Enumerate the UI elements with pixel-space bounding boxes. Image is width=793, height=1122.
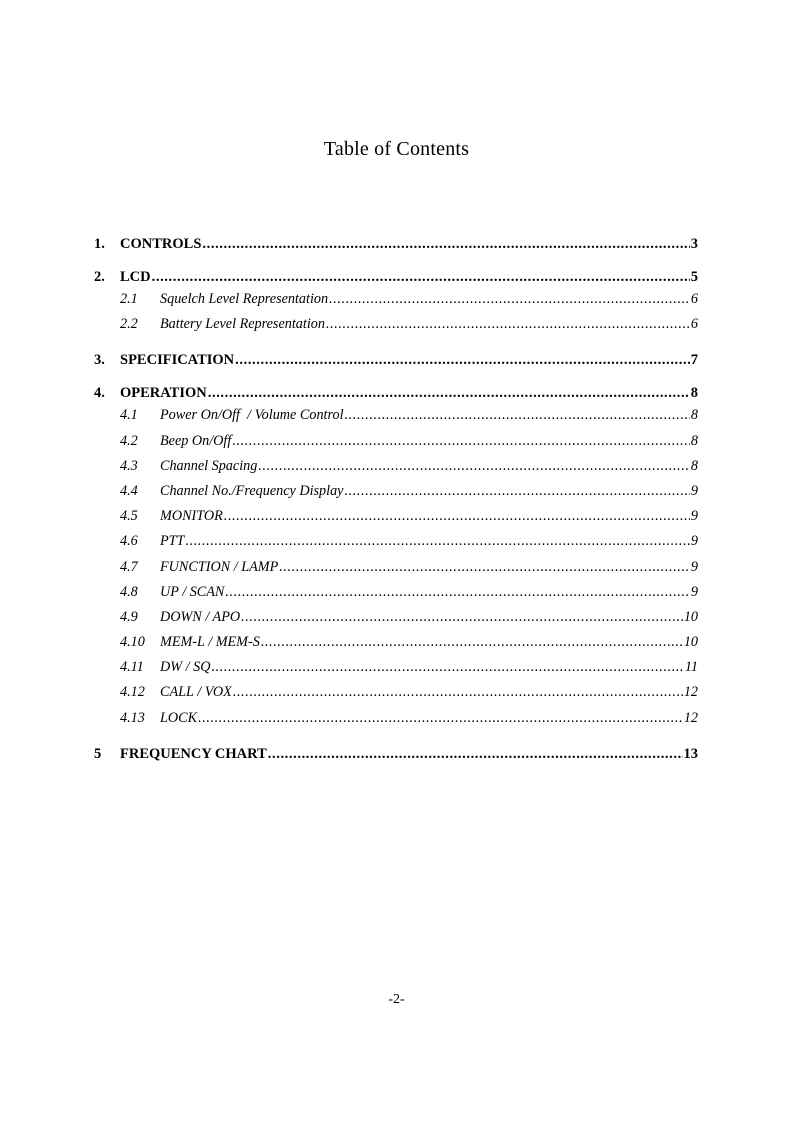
- toc-entry-number: 4.10: [120, 634, 145, 651]
- toc-entry-page: 9: [690, 558, 698, 575]
- toc-entry-frequency-chart[interactable]: [94, 746, 698, 768]
- toc-entry-label: SPECIFICATION: [120, 352, 235, 369]
- toc-entry-label: Channel Spacing: [160, 457, 258, 474]
- dot-leader: [241, 609, 683, 626]
- toc-entry-number: 4.2: [120, 432, 138, 449]
- table-of-contents: [94, 236, 698, 768]
- toc-entry-specification[interactable]: [94, 352, 698, 374]
- toc-entry-number: 4.12: [120, 684, 145, 701]
- toc-entry-label: UP / SCAN: [160, 583, 225, 600]
- toc-entry-channel-display[interactable]: [94, 483, 698, 508]
- toc-entry-label: MEM-L / MEM-S: [160, 634, 260, 651]
- toc-entry-page: 10: [683, 608, 698, 625]
- toc-entry-lock[interactable]: [94, 710, 698, 735]
- dot-leader: [326, 316, 690, 333]
- toc-entry-beep[interactable]: [94, 433, 698, 458]
- toc-entry-number: 4.4: [120, 482, 138, 499]
- dot-leader: [329, 291, 690, 308]
- toc-entry-number: 2.1: [120, 291, 138, 307]
- toc-entry-number: 4.3: [120, 457, 138, 474]
- toc-entry-power-volume[interactable]: [94, 407, 698, 432]
- toc-entry-number: 2.: [94, 269, 105, 285]
- toc-entry-page: 12: [683, 684, 698, 701]
- toc-entry-label: Beep On/Off: [160, 432, 232, 449]
- dot-leader: [152, 269, 690, 286]
- toc-entry-label: OPERATION: [120, 385, 207, 402]
- toc-entry-function-lamp[interactable]: [94, 559, 698, 584]
- toc-entry-call-vox[interactable]: [94, 684, 698, 709]
- toc-entry-controls[interactable]: [94, 236, 698, 258]
- toc-entry-up-scan[interactable]: [94, 584, 698, 609]
- toc-entry-number: 5: [94, 745, 102, 762]
- toc-entry-down-apo[interactable]: [94, 609, 698, 634]
- toc-entry-page: 10: [683, 634, 698, 651]
- toc-entry-label: Channel No./Frequency Display: [160, 482, 344, 499]
- dot-leader: [202, 236, 689, 253]
- toc-entry-number: 4.8: [120, 583, 138, 600]
- dot-leader: [224, 508, 690, 525]
- toc-entry-page: 11: [684, 659, 698, 676]
- toc-entry-number: 2.2: [120, 316, 138, 333]
- dot-leader: [268, 746, 683, 763]
- toc-entry-squelch-level[interactable]: [94, 291, 698, 316]
- dot-leader: [211, 659, 683, 676]
- toc-entry-number: 4.13: [120, 709, 145, 726]
- toc-entry-dw-sq[interactable]: [94, 659, 698, 684]
- toc-entry-page: 3: [690, 236, 698, 252]
- toc-entry-page: 6: [690, 291, 698, 307]
- toc-entry-number: 4.6: [120, 533, 138, 550]
- dot-leader: [345, 407, 690, 424]
- toc-entry-number: 4.9: [120, 608, 138, 625]
- page-number: -2-: [388, 992, 405, 1007]
- toc-entry-page: 8: [690, 407, 698, 424]
- toc-entry-label: LCD: [120, 269, 151, 285]
- toc-entry-page: 8: [690, 432, 698, 449]
- toc-entry-monitor[interactable]: [94, 508, 698, 533]
- toc-entry-number: 3.: [94, 352, 105, 369]
- dot-leader: [208, 385, 690, 402]
- toc-entry-number: 4.: [94, 385, 105, 402]
- toc-entry-battery-level[interactable]: [94, 316, 698, 341]
- toc-entry-page: 9: [690, 508, 698, 525]
- toc-entry-page: 8: [690, 457, 698, 474]
- toc-entry-label: MONITOR: [160, 508, 223, 525]
- toc-entry-page: 9: [690, 482, 698, 499]
- toc-entry-lcd[interactable]: [94, 269, 698, 291]
- toc-entry-page: 7: [690, 352, 698, 369]
- toc-entry-operation[interactable]: [94, 385, 698, 407]
- toc-entry-label: CALL / VOX: [160, 684, 232, 701]
- dot-leader: [235, 352, 690, 369]
- dot-leader: [279, 559, 690, 576]
- toc-entry-label: Power On/Off / Volume Control: [160, 407, 344, 424]
- toc-entry-label: DOWN / APO: [160, 608, 241, 625]
- toc-entry-page: 9: [690, 583, 698, 600]
- toc-entry-label: CONTROLS: [120, 236, 202, 252]
- page-title: Table of Contents: [323, 138, 470, 160]
- toc-entry-number: 1.: [94, 236, 105, 252]
- toc-entry-label: FREQUENCY CHART: [120, 745, 267, 762]
- dot-leader: [258, 458, 690, 475]
- toc-entry-label: Battery Level Representation: [160, 316, 325, 333]
- toc-entry-channel-spacing[interactable]: [94, 458, 698, 483]
- toc-entry-page: 8: [690, 385, 698, 402]
- toc-entry-number: 4.7: [120, 558, 138, 575]
- toc-entry-label: Squelch Level Representation: [160, 291, 329, 307]
- dot-leader: [185, 533, 689, 550]
- toc-entry-page: 9: [690, 533, 698, 550]
- toc-entry-label: LOCK: [160, 709, 198, 726]
- toc-entry-page: 12: [683, 709, 698, 726]
- toc-entry-label: PTT: [160, 533, 185, 550]
- toc-entry-page: 13: [683, 745, 698, 762]
- toc-entry-page: 5: [690, 269, 698, 285]
- toc-entry-number: 4.1: [120, 407, 138, 424]
- toc-entry-number: 4.11: [120, 659, 144, 676]
- toc-entry-mem[interactable]: [94, 634, 698, 659]
- toc-entry-label: DW / SQ: [160, 659, 211, 676]
- dot-leader: [233, 684, 683, 701]
- toc-entry-label: FUNCTION / LAMP: [160, 558, 279, 575]
- dot-leader: [225, 584, 690, 601]
- dot-leader: [198, 710, 683, 727]
- dot-leader: [232, 433, 690, 450]
- toc-entry-page: 6: [690, 316, 698, 333]
- dot-leader: [344, 483, 689, 500]
- toc-entry-number: 4.5: [120, 508, 138, 525]
- toc-entry-ptt[interactable]: [94, 533, 698, 558]
- dot-leader: [261, 634, 683, 651]
